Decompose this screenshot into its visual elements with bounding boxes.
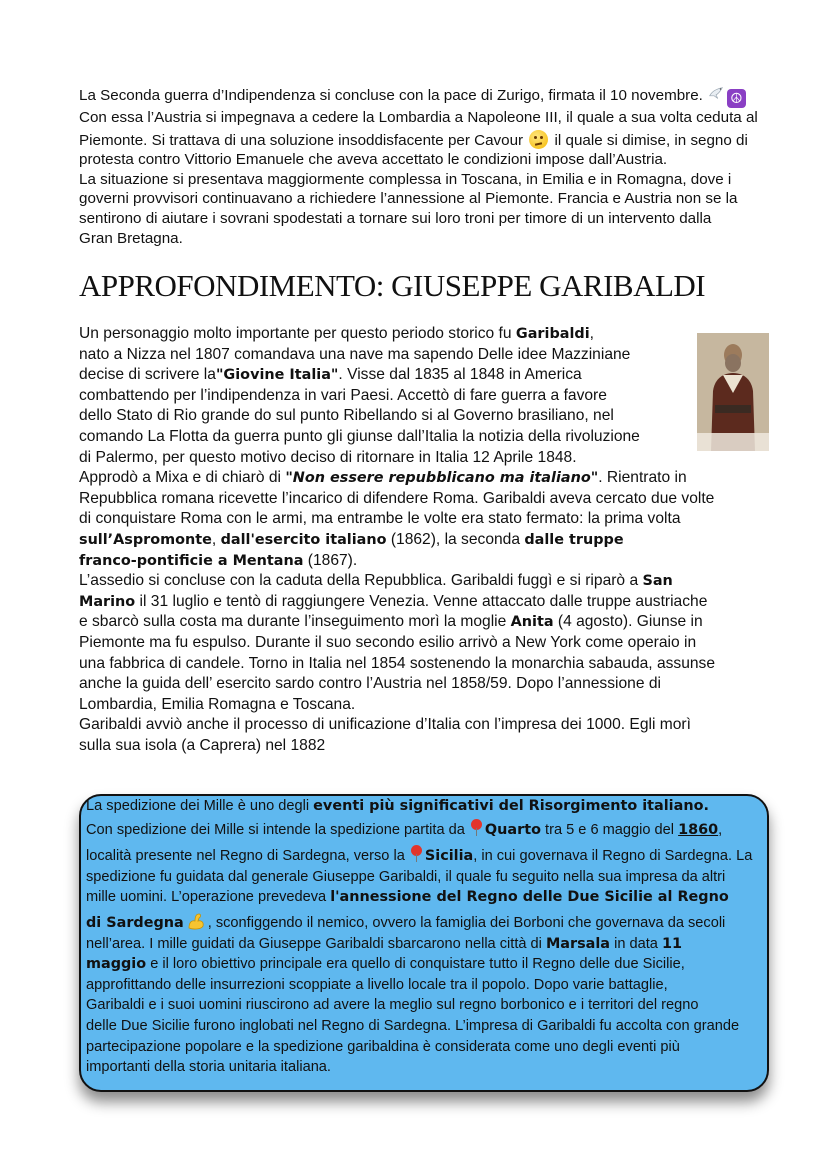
bio-quote: "Non essere repubblicano ma italiano": [285, 470, 599, 487]
callout-line: spedizione fu guidata dal generale Giuseppe Garibaldi, il quale fu seguito nella sua impresa da altri: [86, 868, 726, 885]
bio-text: il 31 luglio e tentò di raggiungere Venezia. Venne attaccato dalle truppe austriache: [135, 592, 708, 610]
bio-bold: franco-pontificie a Mentana: [79, 552, 304, 569]
bio-line: Piemonte ma fu espulso. Durante il suo secondo esilio arrivò a New York come operaio in: [79, 633, 697, 651]
intro-line: Gran Bretagna.: [79, 229, 183, 247]
callout-bold: Quarto: [484, 821, 541, 838]
bio-line: di conquistare Roma con le armi, ma entrambe le volte era stato fermato: la prima volta: [79, 510, 681, 528]
bio-bold: dall'esercito italiano: [220, 531, 387, 548]
bio-bold: Anita: [510, 614, 554, 631]
map-pin-icon: [409, 845, 423, 863]
callout-line: località presente nel Regno di Sardegna, verso la: [86, 848, 409, 865]
bio-text: . Rientrato in: [598, 469, 687, 487]
bio-text: L’assedio si concluse con la caduta della Repubblica. Garibaldi fuggì e si riparò a: [79, 572, 643, 590]
bio-line: di Palermo, per questo motivo deciso di ritornare in Italia 12 Aprile 1848.: [79, 448, 577, 466]
bio-line: nato a Nizza nel 1807 comandava una nave ma sapendo Delle idee Mazziniane: [79, 345, 631, 363]
bio-text: (1867).: [303, 551, 358, 569]
intro-line: Con essa l’Austria si impegnava a cedere la Lombardia a Napoleone III, il quale a sua volta ceduta al: [79, 109, 758, 126]
bio-bold: "Giovine Italia": [215, 367, 339, 384]
callout-line: , sconfiggendo il nemico, ovvero la famiglia dei Borboni che governava da secoli: [207, 914, 726, 931]
callout-line: e il loro obiettivo principale era quello di conquistare tutto il Regno delle due Sicilie,: [146, 956, 685, 973]
bio-text: (4 agosto). Giunse in: [553, 613, 703, 631]
callout-line: Con spedizione dei Mille si intende la spedizione partita da: [86, 821, 469, 838]
callout-bold: di Sardegna: [86, 914, 184, 931]
callout-line: delle Due Sicilie furono inglobati nel Regno di Sardegna. L’impresa di Garibaldi fu accolta con grande: [86, 1017, 740, 1034]
intro-line: il quale si dimise, in segno di: [554, 131, 748, 149]
intro-line: Piemonte. Si trattava di una soluzione insoddisfacente per Cavour: [79, 131, 524, 149]
callout-bold-underline: 1860: [678, 821, 719, 838]
intro-line: La Seconda guerra d’Indipendenza si concluse con la pace di Zurigo, firmata il 10 novembre.: [79, 87, 703, 104]
intro-paragraph: [79, 85, 758, 248]
bio-text: e sbarcò sulla costa ma durante l’inseguimento morì la moglie: [79, 613, 511, 631]
bio-line: comando La Flotta da guerra punto gli giunse dall’Italia la notizia della rivoluzione: [79, 427, 640, 445]
callout-line: ,: [718, 821, 723, 838]
bio-line: anche la guida dell’ esercito sardo contro l’Austria nel 1858/59. Dopo l’annessione di: [79, 675, 661, 693]
bio-bold: dalle truppe: [524, 531, 624, 548]
callout-line: approfittando delle insurrezioni scoppiate a livello locale tra il popolo. Dopo varie battaglie,: [86, 976, 668, 993]
callout-line: nell’area. I mille guidati da Giuseppe Garibaldi sbarcarono nella città di: [86, 935, 546, 952]
bio-line: Lombardia, Emilia Romagna e Toscana.: [79, 695, 356, 713]
intro-line: governi provvisori continuavano a richiedere l’annessione al Piemonte. Francia e Austria non se la: [79, 190, 738, 208]
bio-line: Garibaldi avviò anche il processo di unificazione d’Italia con l’impresa dei 1000. Egli morì: [79, 716, 691, 734]
map-pin-icon: [469, 819, 483, 837]
callout-line: importanti della storia unitaria italiana.: [86, 1059, 331, 1076]
biography-paragraph: [79, 324, 779, 756]
bio-text: ,: [211, 530, 221, 548]
callout-line: partecipazione popolare e la spedizione garibaldina è considerata come uno degli eventi più: [86, 1038, 680, 1055]
flexed-biceps-icon: [186, 911, 206, 931]
callout-line: Garibaldi e i suoi uomini riuscirono ad avere la meglio sul regno borbonico e i territori del regno: [86, 997, 699, 1014]
callout-text: [86, 796, 766, 1078]
bio-bold: San: [642, 573, 673, 590]
bio-text: . Visse dal 1835 al 1848 in America: [338, 366, 582, 384]
callout-line: in data: [610, 935, 662, 952]
intro-line: sentirono di aiutare i sovrani spodestati a tornare sui loro troni per timore di un intervento dalla: [79, 209, 712, 227]
bio-text: ,: [589, 325, 594, 342]
confused-face-icon: [529, 130, 548, 149]
bio-text: (1862), la seconda: [386, 530, 525, 548]
callout-bold: l'annessione del Regno delle Due Sicilie al Regno: [330, 889, 729, 906]
callout-line: tra 5 e 6 maggio del: [540, 821, 679, 838]
callout-bold: Sicilia: [424, 848, 474, 865]
bio-bold: Marino: [79, 593, 136, 610]
callout-bold: eventi più significativi del Risorgimento italiano.: [313, 798, 709, 814]
bio-line: sulla sua isola (a Caprera) nel 1882: [79, 736, 326, 754]
callout-line: La spedizione dei Mille è uno degli: [86, 798, 314, 814]
dove-icon: [707, 85, 725, 103]
bio-bold: sull’Aspromonte: [79, 531, 212, 548]
bio-text: decise di scrivere la: [79, 366, 216, 384]
peace-symbol-icon: ☮: [727, 89, 746, 108]
callout-bold: 11: [661, 935, 682, 952]
bio-line: combattendo per l’indipendenza in vari Paesi. Accettò di fare guerra a favore: [79, 386, 607, 404]
bio-line: dello Stato di Rio grande do sul punto Ribellando si al Governo brasiliano, nel: [79, 407, 614, 425]
bio-line: una fabbrica di candele. Torno in Italia nel 1854 sostenendo la monarchia sabauda, assunse: [79, 654, 716, 672]
bio-bold: Garibaldi: [515, 326, 590, 342]
bio-line: Repubblica romana ricevette l’incarico di difendere Roma. Garibaldi aveva cercato due volte: [79, 489, 715, 507]
intro-line: protesta contro Vittorio Emanuele che aveva accettato le condizioni impose dall’Austria.: [79, 151, 668, 169]
bio-text: Un personaggio molto importante per questo periodo storico fu: [79, 325, 516, 342]
callout-bold: maggio: [86, 956, 147, 973]
bio-text: Approdò a Mixa e di chiarò di: [79, 469, 286, 487]
section-heading: APPROFONDIMENTO: GIUSEPPE GARIBALDI: [79, 268, 706, 303]
callout-line: , in cui governava il Regno di Sardegna. La: [473, 848, 753, 865]
intro-line: La situazione si presentava maggiormente complessa in Toscana, in Emilia e in Romagna, dove i: [79, 170, 732, 188]
callout-bold: Marsala: [545, 935, 611, 952]
callout-line: mille uomini. L’operazione prevedeva: [86, 889, 331, 906]
